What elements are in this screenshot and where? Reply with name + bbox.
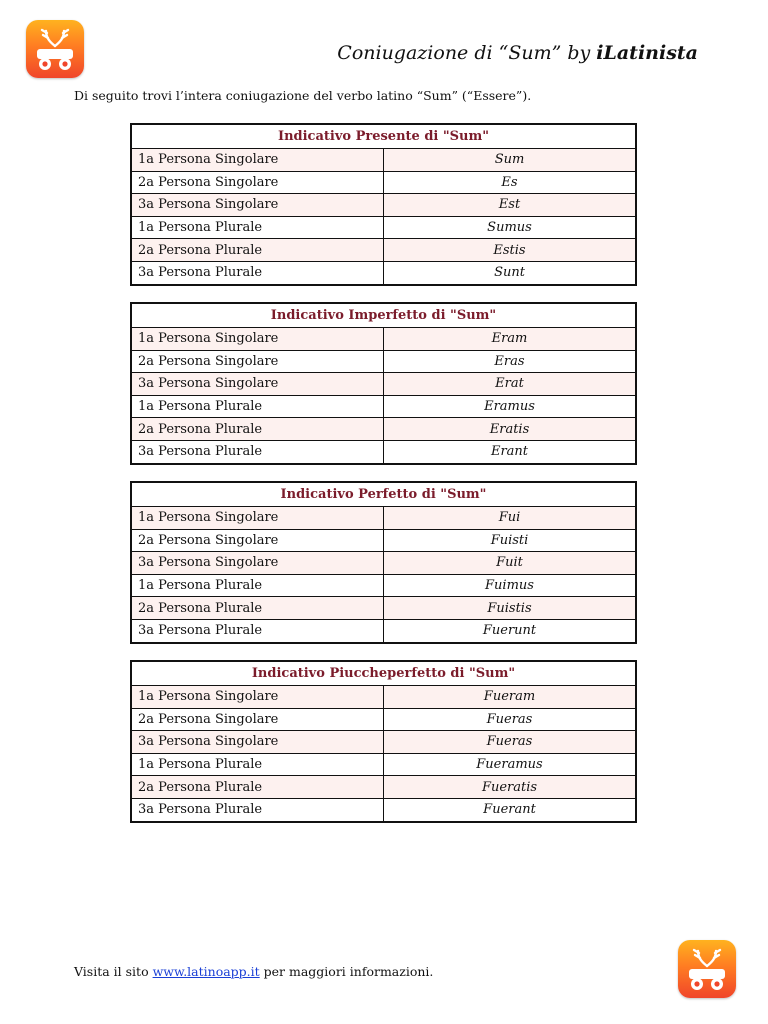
verb-form-cell: Eratis xyxy=(384,418,637,441)
person-cell: 2a Persona Plurale xyxy=(131,776,384,799)
table-row xyxy=(131,239,636,262)
verb-form-cell: Fuit xyxy=(384,552,637,575)
table-row xyxy=(131,261,636,284)
verb-form-cell: Sum xyxy=(384,149,637,172)
person-cell: 1a Persona Plurale xyxy=(131,395,384,418)
conjugation-table xyxy=(130,481,637,644)
person-cell: 3a Persona Singolare xyxy=(131,552,384,575)
conjugation-table xyxy=(130,660,637,823)
table-row xyxy=(131,619,636,642)
table-title: Indicativo Imperfetto di "Sum" xyxy=(131,303,636,328)
table-row xyxy=(131,798,636,821)
verb-form-cell: Fuerunt xyxy=(384,619,637,642)
verb-form-cell: Es xyxy=(384,171,637,194)
verb-form-cell: Sunt xyxy=(384,261,637,284)
person-cell: 2a Persona Plurale xyxy=(131,239,384,262)
table-row xyxy=(131,149,636,172)
verb-form-cell: Fueras xyxy=(384,708,637,731)
table-row xyxy=(131,753,636,776)
table-row xyxy=(131,418,636,441)
table-row xyxy=(131,194,636,217)
verb-form-cell: Fuisti xyxy=(384,529,637,552)
table-title: Indicativo Presente di "Sum" xyxy=(131,124,636,149)
person-cell: 3a Persona Singolare xyxy=(131,731,384,754)
person-cell: 3a Persona Singolare xyxy=(131,194,384,217)
person-cell: 2a Persona Singolare xyxy=(131,529,384,552)
verb-form-cell: Estis xyxy=(384,239,637,262)
person-cell: 1a Persona Singolare xyxy=(131,507,384,530)
website-link[interactable]: www.latinoapp.it xyxy=(152,964,260,979)
table-row xyxy=(131,574,636,597)
footer-suffix: per maggiori informazioni. xyxy=(259,964,434,979)
footer-prefix: Visita il sito xyxy=(74,964,153,979)
footer xyxy=(74,964,433,979)
page-title xyxy=(337,42,698,64)
person-cell: 2a Persona Singolare xyxy=(131,708,384,731)
verb-form-cell: Eram xyxy=(384,328,637,351)
app-logo-footer-icon xyxy=(678,940,736,998)
table-row xyxy=(131,552,636,575)
verb-form-cell: Fueras xyxy=(384,731,637,754)
brand-name: iLatinista xyxy=(596,42,698,64)
table-row xyxy=(131,395,636,418)
verb-form-cell: Fuimus xyxy=(384,574,637,597)
verb-form-cell: Fueratis xyxy=(384,776,637,799)
title-prefix: Coniugazione di “Sum” by xyxy=(337,42,597,64)
person-cell: 3a Persona Plurale xyxy=(131,798,384,821)
verb-form-cell: Fui xyxy=(384,507,637,530)
conjugation-table xyxy=(130,302,637,465)
verb-form-cell: Eras xyxy=(384,350,637,373)
table-row xyxy=(131,216,636,239)
table-row xyxy=(131,597,636,620)
person-cell: 1a Persona Singolare xyxy=(131,149,384,172)
person-cell: 1a Persona Plurale xyxy=(131,574,384,597)
verb-form-cell: Fueram xyxy=(384,686,637,709)
verb-form-cell: Est xyxy=(384,194,637,217)
table-row xyxy=(131,731,636,754)
table-row xyxy=(131,440,636,463)
verb-form-cell: Erant xyxy=(384,440,637,463)
app-logo-icon xyxy=(26,20,84,78)
table-row xyxy=(131,328,636,351)
person-cell: 1a Persona Singolare xyxy=(131,328,384,351)
person-cell: 3a Persona Plurale xyxy=(131,440,384,463)
table-title: Indicativo Perfetto di "Sum" xyxy=(131,482,636,507)
verb-form-cell: Fueramus xyxy=(384,753,637,776)
person-cell: 1a Persona Plurale xyxy=(131,216,384,239)
person-cell: 2a Persona Plurale xyxy=(131,597,384,620)
person-cell: 2a Persona Plurale xyxy=(131,418,384,441)
table-row xyxy=(131,373,636,396)
person-cell: 1a Persona Singolare xyxy=(131,686,384,709)
conjugation-table xyxy=(130,123,637,286)
table-row xyxy=(131,171,636,194)
table-title: Indicativo Piuccheperfetto di "Sum" xyxy=(131,661,636,686)
table-row xyxy=(131,708,636,731)
verb-form-cell: Erat xyxy=(384,373,637,396)
verb-form-cell: Sumus xyxy=(384,216,637,239)
verb-form-cell: Eramus xyxy=(384,395,637,418)
table-row xyxy=(131,529,636,552)
table-row xyxy=(131,350,636,373)
person-cell: 1a Persona Plurale xyxy=(131,753,384,776)
intro-text: Di seguito trovi l’intera coniugazione del verbo latino “Sum” (“Essere”). xyxy=(74,88,532,103)
person-cell: 3a Persona Singolare xyxy=(131,373,384,396)
table-row xyxy=(131,776,636,799)
verb-form-cell: Fuerant xyxy=(384,798,637,821)
person-cell: 3a Persona Plurale xyxy=(131,619,384,642)
person-cell: 3a Persona Plurale xyxy=(131,261,384,284)
person-cell: 2a Persona Singolare xyxy=(131,350,384,373)
person-cell: 2a Persona Singolare xyxy=(131,171,384,194)
table-row xyxy=(131,507,636,530)
verb-form-cell: Fuistis xyxy=(384,597,637,620)
table-row xyxy=(131,686,636,709)
